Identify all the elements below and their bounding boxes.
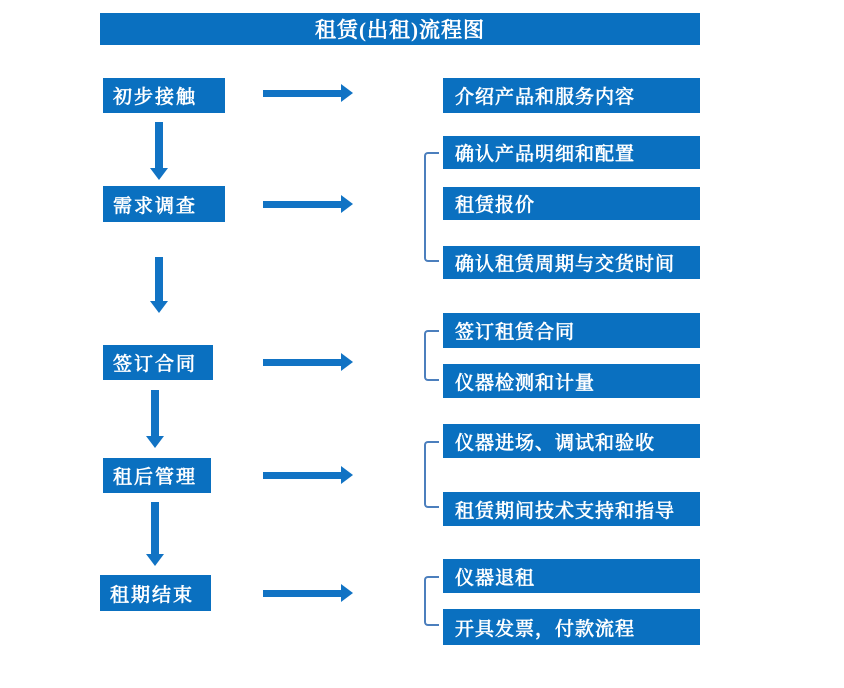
group-bracket bbox=[424, 576, 439, 626]
right-arrow-icon bbox=[263, 466, 353, 484]
detail-box-confirm-rental-period-delivery: 确认租赁周期与交货时间 bbox=[443, 246, 700, 279]
detail-box-instrument-setup-acceptance: 仪器进场、调试和验收 bbox=[443, 424, 700, 458]
detail-box-tech-support-during-rental: 租赁期间技术支持和指导 bbox=[443, 492, 700, 526]
step-box-rental-end: 租期结束 bbox=[100, 575, 211, 611]
right-arrow-icon bbox=[263, 584, 353, 602]
group-bracket bbox=[424, 152, 439, 262]
step-box-post-rental-management: 租后管理 bbox=[103, 458, 211, 493]
detail-box-rental-quotation: 租赁报价 bbox=[443, 187, 700, 220]
down-arrow-icon bbox=[146, 502, 164, 566]
right-arrow-icon bbox=[263, 353, 353, 371]
down-arrow-icon bbox=[146, 390, 164, 448]
step-box-sign-contract: 签订合同 bbox=[103, 345, 213, 380]
detail-box-sign-rental-contract: 签订租赁合同 bbox=[443, 313, 700, 348]
step-box-needs-survey: 需求调查 bbox=[103, 186, 225, 222]
detail-box-introduce-products-services: 介绍产品和服务内容 bbox=[443, 78, 700, 113]
detail-box-instrument-return: 仪器退租 bbox=[443, 559, 700, 593]
flowchart-title: 租赁(出租)流程图 bbox=[100, 13, 700, 45]
detail-box-instrument-testing-metrology: 仪器检测和计量 bbox=[443, 364, 700, 398]
detail-box-confirm-product-details-config: 确认产品明细和配置 bbox=[443, 136, 700, 169]
group-bracket bbox=[424, 330, 439, 381]
group-bracket bbox=[424, 441, 439, 508]
detail-box-invoice-payment-process: 开具发票，付款流程 bbox=[443, 609, 700, 645]
right-arrow-icon bbox=[263, 84, 353, 102]
down-arrow-icon bbox=[150, 257, 168, 313]
down-arrow-icon bbox=[150, 122, 168, 180]
step-box-initial-contact: 初步接触 bbox=[103, 78, 225, 113]
right-arrow-icon bbox=[263, 195, 353, 213]
